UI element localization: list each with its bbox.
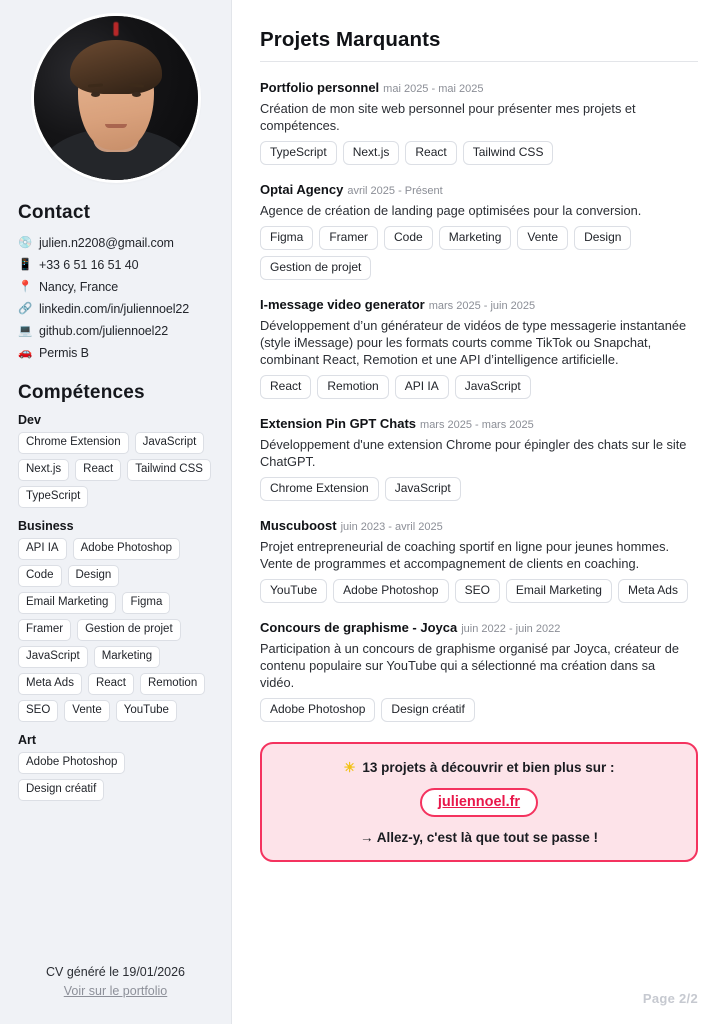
project-name: Portfolio personnel xyxy=(260,80,380,95)
cta-subline: → Allez-y, c'est là que tout se passe ! xyxy=(359,830,599,845)
skill-group-label: Dev xyxy=(18,413,41,427)
contact-item-phone[interactable] xyxy=(18,255,213,276)
project-tag[interactable]: Chrome Extension xyxy=(260,477,379,501)
skill-group-business xyxy=(18,519,213,722)
contact-list xyxy=(18,233,213,364)
project-header xyxy=(260,517,698,536)
project-tag[interactable]: Design créatif xyxy=(381,698,474,722)
main-content xyxy=(232,0,728,1024)
project-header xyxy=(260,619,698,638)
project-dates: mars 2025 - juin 2025 xyxy=(428,300,536,312)
project-tag[interactable]: Email Marketing xyxy=(506,579,612,603)
portfolio-link[interactable]: Voir sur le portfolio xyxy=(63,984,168,998)
skill-tag[interactable]: Email Marketing xyxy=(18,592,116,614)
project-tag[interactable]: Framer xyxy=(319,226,378,250)
cta-headline-text: 13 projets à découvrir et bien plus sur : xyxy=(362,760,615,775)
sidebar xyxy=(0,0,232,1024)
project-item xyxy=(260,296,698,399)
project-description: Participation à un concours de graphisme organisé par Joyca, créateur de contenu populaire sur YouTube qui a sélectionné ma création dans sa vidéo. xyxy=(260,641,679,690)
generation-date: CV généré le 19/01/2026 xyxy=(46,965,185,979)
project-description: Développement d'une extension Chrome pour épingler des chats sur le site ChatGPT. xyxy=(260,437,687,469)
avatar-container xyxy=(18,0,213,194)
project-tag[interactable]: Vente xyxy=(517,226,568,250)
skill-tags-business xyxy=(18,538,213,722)
link-icon: 🔗 xyxy=(18,302,33,315)
project-tag[interactable]: React xyxy=(405,141,456,165)
project-tag[interactable]: Code xyxy=(384,226,433,250)
project-header xyxy=(260,181,698,200)
skill-tag[interactable]: Gestion de projet xyxy=(77,619,181,641)
contact-license-text: Permis B xyxy=(39,346,89,360)
page-number: Page 2/2 xyxy=(642,991,698,1006)
car-icon: 🚗 xyxy=(18,346,33,359)
portrait-eye-right xyxy=(132,92,141,97)
email-icon: 💿 xyxy=(18,236,33,249)
project-dates: avril 2025 - Présent xyxy=(347,185,443,197)
contact-phone-text: +33 6 51 16 51 40 xyxy=(39,258,139,272)
project-description: Projet entrepreneurial de coaching sportif en ligne pour jeunes hommes. Vente de programmes et accompagnement de clients en coaching. xyxy=(260,539,670,571)
skill-tag[interactable]: Figma xyxy=(122,592,170,614)
skill-tag[interactable]: Vente xyxy=(64,700,109,722)
title-divider xyxy=(260,61,698,62)
skill-tag[interactable]: TypeScript xyxy=(18,486,88,508)
avatar xyxy=(34,16,198,180)
project-tag[interactable]: Tailwind CSS xyxy=(463,141,554,165)
project-tag[interactable]: Adobe Photoshop xyxy=(333,579,448,603)
project-dates: juin 2023 - avril 2025 xyxy=(340,521,443,533)
project-tag[interactable]: React xyxy=(260,375,311,399)
project-description: Développement d’un générateur de vidéos de type messagerie instantanée (style iMessage) pour les formats courts comme TikTok ou Snapchat, combinant React, Remotion et une API d’intelligence artificielle. xyxy=(260,318,687,367)
project-name: I-message video generator xyxy=(260,297,425,312)
project-header xyxy=(260,79,698,98)
project-tag[interactable]: Meta Ads xyxy=(618,579,688,603)
skill-group-art xyxy=(18,733,213,801)
portrait-mouth xyxy=(105,124,127,128)
portrait-red-light xyxy=(113,22,118,36)
project-header xyxy=(260,415,698,434)
cta-headline xyxy=(276,760,682,776)
skills-heading: Compétences xyxy=(18,382,145,403)
contact-heading: Contact xyxy=(18,202,91,223)
project-dates: juin 2022 - juin 2022 xyxy=(461,623,561,635)
skill-tag[interactable]: Adobe Photoshop xyxy=(73,538,180,560)
skill-tag[interactable]: JavaScript xyxy=(135,432,205,454)
contact-item-github[interactable] xyxy=(18,321,213,342)
website-button[interactable]: juliennoel.fr xyxy=(420,788,538,817)
skill-tag[interactable]: Adobe Photoshop xyxy=(18,752,125,774)
project-tags xyxy=(260,698,698,722)
project-tag[interactable]: TypeScript xyxy=(260,141,337,165)
project-name: Optai Agency xyxy=(260,182,344,197)
project-tags xyxy=(260,477,698,501)
portrait-eye-left xyxy=(91,92,100,97)
project-tag[interactable]: JavaScript xyxy=(385,477,461,501)
project-tags xyxy=(260,375,698,399)
skill-tags-dev xyxy=(18,432,213,508)
contact-item-location xyxy=(18,277,213,298)
sidebar-footer xyxy=(0,965,231,1000)
project-tag[interactable]: JavaScript xyxy=(455,375,531,399)
sun-icon: ☀ xyxy=(343,760,356,775)
phone-icon: 📱 xyxy=(18,258,33,271)
contact-item-license xyxy=(18,343,213,364)
skill-tag[interactable]: Meta Ads xyxy=(18,673,82,695)
project-tag[interactable]: Gestion de projet xyxy=(260,256,371,280)
project-tag[interactable]: Figma xyxy=(260,226,313,250)
skill-group-label: Business xyxy=(18,519,74,533)
project-tag[interactable]: SEO xyxy=(455,579,500,603)
project-description: Agence de création de landing page optimisées pour la conversion. xyxy=(260,203,642,218)
skill-tags-art xyxy=(18,752,213,801)
skill-tag[interactable]: React xyxy=(75,459,121,481)
project-tags xyxy=(260,141,698,165)
project-dates: mars 2025 - mars 2025 xyxy=(420,419,534,431)
project-tag[interactable]: Adobe Photoshop xyxy=(260,698,375,722)
cta-box xyxy=(260,742,698,862)
project-tag[interactable]: API IA xyxy=(395,375,449,399)
project-tag[interactable]: Remotion xyxy=(317,375,388,399)
skill-tag[interactable]: API IA xyxy=(18,538,67,560)
contact-github-text: github.com/juliennoel22 xyxy=(39,324,169,338)
skill-tag[interactable]: JavaScript xyxy=(18,646,88,668)
page-title: Projets Marquants xyxy=(260,28,441,51)
location-icon: 📍 xyxy=(18,280,33,293)
project-item xyxy=(260,415,698,501)
project-tag[interactable]: YouTube xyxy=(260,579,327,603)
project-item xyxy=(260,181,698,280)
project-tags xyxy=(260,579,698,603)
contact-item-email[interactable] xyxy=(18,233,213,254)
skill-group-dev xyxy=(18,413,213,508)
skill-tag[interactable]: Design créatif xyxy=(18,779,104,801)
skill-tag[interactable]: Marketing xyxy=(94,646,161,668)
project-tag[interactable]: Design xyxy=(574,226,631,250)
contact-linkedin-text: linkedin.com/in/juliennoel22 xyxy=(39,302,190,316)
skill-group-label: Art xyxy=(18,733,37,747)
project-tag[interactable]: Next.js xyxy=(343,141,400,165)
computer-icon: 💻 xyxy=(18,324,33,337)
project-tags xyxy=(260,226,698,280)
project-tag[interactable]: Marketing xyxy=(439,226,512,250)
project-name: Concours de graphisme - Joyca xyxy=(260,620,458,635)
skill-tag[interactable]: Design xyxy=(68,565,120,587)
project-item xyxy=(260,517,698,603)
skill-tag[interactable]: SEO xyxy=(18,700,58,722)
project-dates: mai 2025 - mai 2025 xyxy=(383,83,484,95)
skill-tag[interactable]: Tailwind CSS xyxy=(127,459,211,481)
contact-item-linkedin[interactable] xyxy=(18,299,213,320)
skill-tag[interactable]: Code xyxy=(18,565,62,587)
skill-tag[interactable]: React xyxy=(88,673,134,695)
contact-location-text: Nancy, France xyxy=(39,280,119,294)
contact-email-text: julien.n2208@gmail.com xyxy=(39,236,174,250)
project-item xyxy=(260,79,698,165)
project-header xyxy=(260,296,698,315)
skill-tag[interactable]: Remotion xyxy=(140,673,205,695)
project-item xyxy=(260,619,698,722)
skill-tag[interactable]: Framer xyxy=(18,619,71,641)
project-name: Extension Pin GPT Chats xyxy=(260,416,417,431)
skill-tag[interactable]: Next.js xyxy=(18,459,69,481)
project-description: Création de mon site web personnel pour présenter mes projets et compétences. xyxy=(260,101,636,133)
project-name: Muscuboost xyxy=(260,518,337,533)
skill-tag[interactable]: YouTube xyxy=(116,700,177,722)
skill-tag[interactable]: Chrome Extension xyxy=(18,432,129,454)
